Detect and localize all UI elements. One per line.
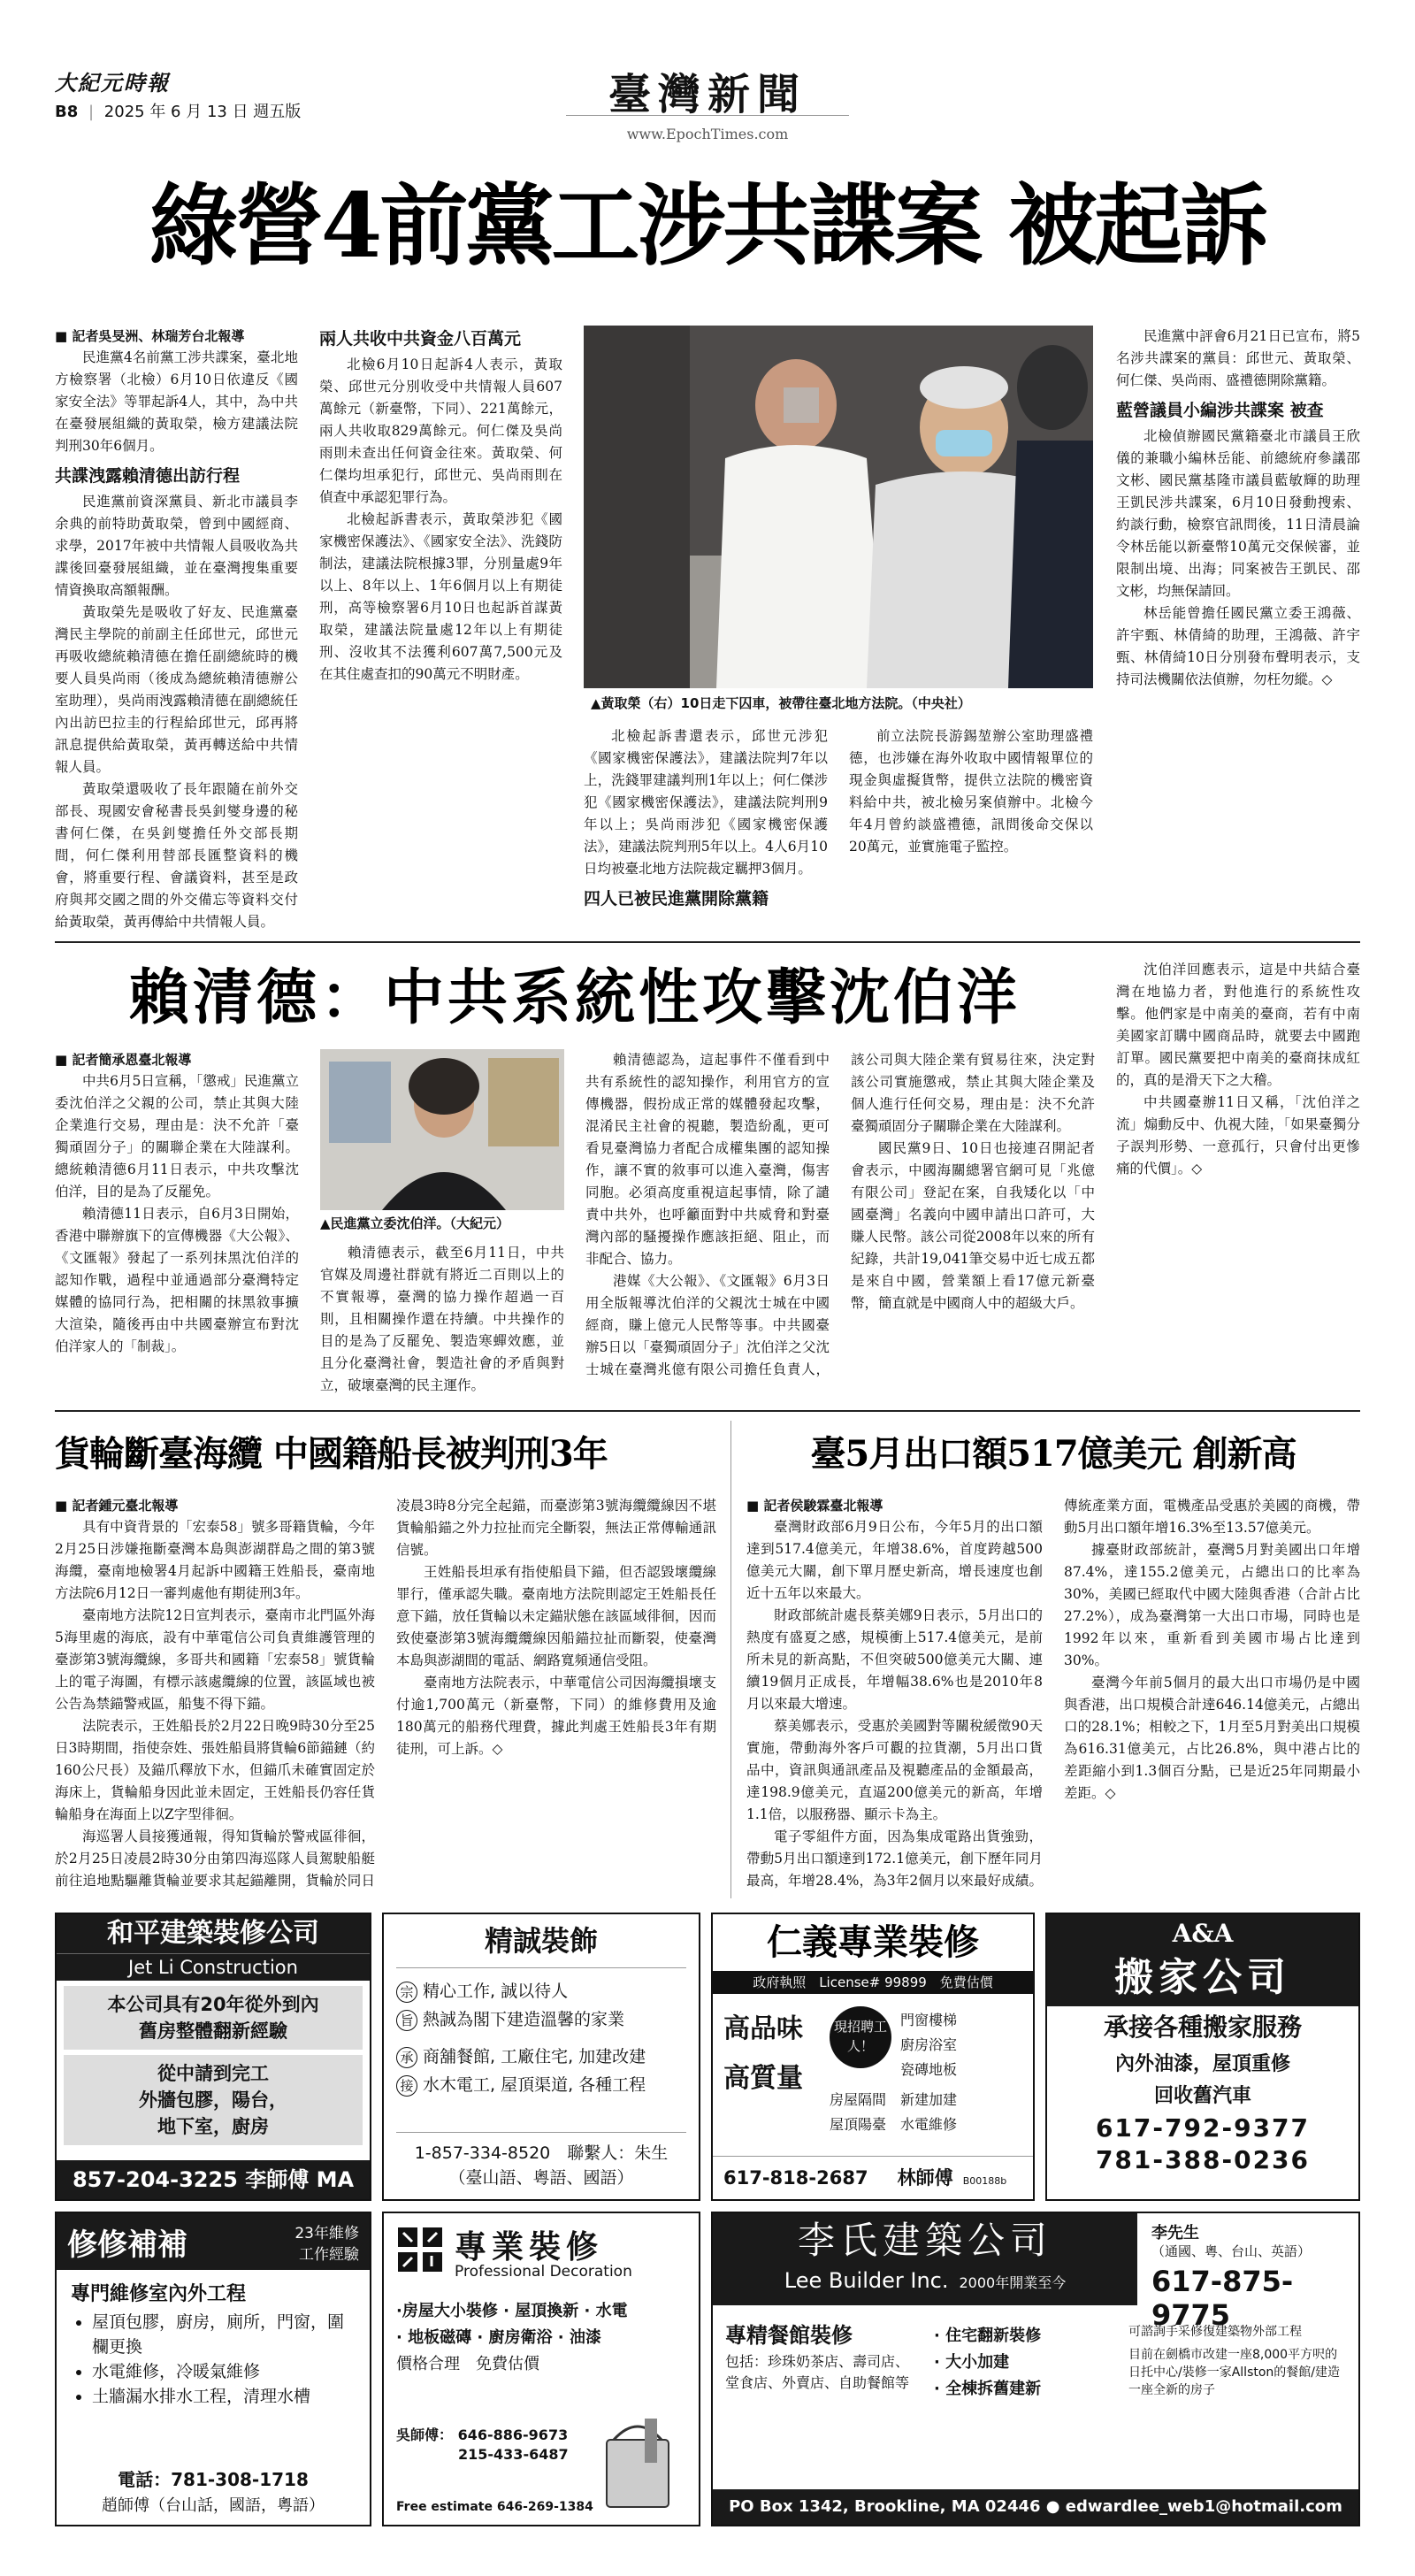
ad-english-name: Professional Decoration xyxy=(455,2263,632,2281)
ad-phone[interactable]: 電話：781-308-1718 xyxy=(118,2469,309,2490)
photo-illustration xyxy=(320,1049,564,1210)
ad-subtitle: 專門維修室內外工程 xyxy=(71,2283,247,2305)
ad-contact: 林師傅 xyxy=(897,2167,953,2189)
ad-subtitle: 專精餐館裝修 xyxy=(725,2323,853,2348)
article1-photo xyxy=(584,326,1093,688)
ad-service: 瓷磚地板 xyxy=(900,2061,958,2078)
ad-contact: 李先生 xyxy=(1151,2224,1199,2242)
ad-languages: （臺山語、粵語、國語） xyxy=(448,2168,634,2188)
ad-service: 門窗樓梯 xyxy=(900,2012,958,2028)
paragraph: 北檢起訴書還表示，邱世元涉犯《國家機密保護法》，建議法院判7年以上，洗錢罪建議判刑1年以上；何仁傑涉犯《國家機密保護法》，建議法院判刑9年以上；吳尚雨涉犯《國家機密保護法》，建議法院判刑5年以上。4人6月10日均被臺北地方法院裁定羈押3個月。 xyxy=(584,728,828,877)
paragraph: 臺南地方法院12日宣判表示，臺南市北門區外海5海里處的海底，設有中華電信公司負責維護管理的臺澎第3號海纜線，多哥共和國籍「宏泰58」號貨輪上的電子海圖，有標示該處纜線的位置，該區域也被公告為禁錨警戒區，船隻不得下錨。 xyxy=(55,1607,375,1712)
ad-line: 回收舊汽車 xyxy=(1153,2085,1251,2107)
divider xyxy=(55,1410,1360,1412)
article2-middle-text xyxy=(585,1049,1095,1399)
ad-phone[interactable]: 857-204-3225 李師傅 MA xyxy=(57,2160,370,2199)
issue-date: 2025 年 6 月 13 日 週五版 xyxy=(103,103,302,121)
ad-title: 修修補補 xyxy=(67,2227,187,2263)
photo-illustration xyxy=(584,326,1093,688)
ad-title: 專業裝修 xyxy=(455,2228,604,2266)
ad-brand: A&A xyxy=(1172,1919,1234,1948)
paragraph: 黃取榮先是吸收了好友、民進黨臺灣民主學院的前副主任邱世元，邱世元再吸收總統賴清德在擔任副總統時的機要人員吳尚雨（後成為總統賴清德辦公室助理），吳尚雨洩露賴清德在副總統任內出訪巴拉圭的行程給邱世元，邱再將訊息提供給黃取榮，黃再轉送給中共情報人員。 xyxy=(55,604,298,775)
section-title: 臺灣新聞 xyxy=(608,70,807,119)
paragraph: 海巡署人員接獲通報，得知貨輪於警戒區徘徊，於2月25日凌晨2時30分由第四海巡隊人員駕駛船艇前往追地點驅離貨輪並要求其起錨離開，貨輪於同日凌晨3時8分完全起錨，而臺澎第3號海纜纜線因不堪貨輪船錨之外力拉扯而完全斷裂，無法正常傳輸通訊信號。 xyxy=(55,1498,716,1889)
paragraph: 法院表示，王姓船長於2月22日晚9時30分至25日3時期間，指使奈姓、張姓船員將貨輪6節錨鏈（約160公尺長）及錨爪釋放下水，但錨爪未確實固定於海床上，貨輪船身因此並未固定，王姓船長仍容任貨輪船身在海面上以Z字型徘徊。 xyxy=(55,1718,375,1822)
ad-line: · 地板磁磚 · 廚房衛浴 · 油漆 xyxy=(396,2328,601,2347)
ad-renyi-renovation[interactable] xyxy=(711,1913,1035,2201)
ad-line: 商舖餐館, 工廠住宅, 加建改建 xyxy=(423,2047,646,2066)
ad-phone[interactable]: 646-886-9673 xyxy=(457,2426,569,2443)
paragraph: 北檢偵辦國民黨籍臺北市議員王欣儀的兼職小編林岳能、前總統府參議邵文彬、國民黨基隆市議員藍敏輝的助理王凱民涉共諜案，6月10日發動搜索、約談行動，檢察官訊問後，11日清晨論令林岳能以新臺幣10萬元交保候審，並限制出境、出海；同案被告王凱民、邵文彬，均無保請回。 xyxy=(1116,428,1360,599)
ad-license: 政府執照 License# 99899 免費估價 xyxy=(713,1971,1033,1994)
paragraph: 蔡美娜表示，受惠於美國對等關稅緩徵90天實施，帶動海外客戶可觀的拉貨潮，5月出口貨品中，資訊與通訊產品及視聽產品的金額最高，達198.9億美元，直逼200億美元的新高，年增1.1倍，以服務器、顯示卡為主。 xyxy=(746,1718,1043,1822)
article4-headline: 臺5月出口額517億美元 創新高 xyxy=(810,1433,1296,1475)
ad-service: • 土牆漏水排水工程，清理水槽 xyxy=(92,2384,356,2409)
ad-phone[interactable]: 215-433-6487 xyxy=(458,2446,569,2463)
byline: ■ 記者侯駿霖臺北報導 xyxy=(746,1498,883,1514)
paragraph: 財政部統計處長蔡美娜9日表示，5月出口的熱度有盛夏之感，規模衝上517.4億美元，是前所未見的新高點，不但突破500億美元大關、連續19個月正成長，年增幅38.6%也是2010年8月以來最大增速。 xyxy=(746,1607,1043,1712)
ad-badge: 接 xyxy=(396,2075,417,2097)
masthead xyxy=(55,58,1360,156)
ad-phone[interactable]: 617-875-9775 xyxy=(1151,2265,1294,2332)
subheading: 藍營議員小編涉共諜案 被查 xyxy=(1116,401,1324,420)
ad-service: · 全棟拆舊建新 xyxy=(934,2380,1042,2398)
page-label: B8 xyxy=(55,103,79,121)
column-divider xyxy=(730,1421,731,1898)
paragraph: 據臺財政部統計，臺灣5月對美國出口年增87.4%，達155.2億美元，占總出口的比率為30%，美國已經取代中國大陸與香港（合計占比27.2%），成為臺灣第一大出口市場，同時也是1992年以來，重新看到美國市場占比達到30%。 xyxy=(1064,1542,1360,1668)
ad-line: 舊房整體翻新經驗 xyxy=(139,2020,287,2042)
ad-professional-decoration[interactable] xyxy=(382,2212,700,2526)
byline: ■ 記者鍾元臺北報導 xyxy=(55,1498,179,1514)
ad-service: • 水電維修，冷暖氣維修 xyxy=(92,2359,356,2384)
hiring-badge: 現招聘工人！ xyxy=(830,2006,891,2068)
paragraph: 具有中資背景的「宏泰58」號多哥籍貨輪，今年2月25日涉嫌拖斷臺灣本島與澎湖群島之間的第3號海纜，臺南地檢署4月起訴中國籍王姓船長，臺南地方法院6月12日一審判處他有期徒刑3年。 xyxy=(55,1519,375,1601)
article2-photo xyxy=(320,1049,564,1210)
ad-line: 熱誠為閣下建造溫馨的家業 xyxy=(423,2010,625,2029)
divider xyxy=(55,941,1360,943)
ad-since: 2000年開業至今 xyxy=(959,2274,1067,2291)
paragraph: 黃取榮還吸收了長年跟隨在前外交部長、現國安會秘書長吳釗燮身邊的秘書何仁傑，在吳釗燮擔任外交部長期間，何仁傑利用替部長匯整資料的機會，將重要行程、會議資料，甚至是政府與邦交國之間的外交備忘等資料交付給黃取榮，黃再傳給中共情報人員。 xyxy=(55,781,298,930)
article3-headline: 貨輪斷臺海纜 中國籍船長被判刑3年 xyxy=(55,1433,608,1475)
ad-service: 屋頂陽臺 水電維修 xyxy=(830,2116,958,2133)
paragraph: 北檢起訴書表示，黃取榮涉犯《國家機密保護法》、《國家安全法》、洗錢防制法，建議法院根據3罪，分別量處9年以上、8年以上、1年6個月以上有期徒刑，高等檢察署6月10日也起訴首謀黃取榮，建議法院量處12年以上有期徒刑、沒收其不法獲利607萬7,500元及在其住處查扣的90萬元不明財產。 xyxy=(319,511,562,682)
ad-note: 可諮詢手采修復建築物外部工程 xyxy=(1128,2325,1302,2339)
ad-line: 承接各種搬家服務 xyxy=(1103,2012,1302,2042)
ad-tag: 工作經驗 xyxy=(299,2246,359,2264)
paragraph: 電子零組件方面，因為集成電路出貨強勁，帶動5月出口額達到172.1億美元，創下歷年同月最高，年增28.4%，為3年2個月以來最好成績。傳統產業方面，電機產品受惠於美國的商機，帶動5月出口額年增16.3%至13.57億美元。 xyxy=(746,1498,1360,1889)
ad-title: 精誠裝飾 xyxy=(396,1914,686,1968)
paragraph: 民進黨前資深黨員、新北市議員李余典的前特助黃取榮，曾到中國經商、求學，2017年被中共情報人員吸收為共諜後回臺發展組織，並在臺灣搜集重要情資換取高額報酬。 xyxy=(55,494,298,598)
article1-photo-caption: ▲黃取榮（右）10日走下囚車，被帶往臺北地方法院。（中央社） xyxy=(591,695,971,711)
ad-jet-li-construction[interactable] xyxy=(55,1913,371,2201)
logo: 大紀元時報 xyxy=(55,70,170,96)
ad-line: 精心工作, 誠以待人 xyxy=(423,1982,569,2001)
article2-headline: 賴清德：中共系統性攻擊沈伯洋 xyxy=(128,962,1021,1033)
ad-english-name: Jet Li Construction xyxy=(57,1953,370,1981)
paragraph: 賴清德認為，這起事件不僅看到中共有系統性的認知操作，利用官方的宣傳機器，假扮成正常的媒體發起攻擊，混淆民主社會的視聽，製造紛亂，更可看見臺灣協力者配合成權集團的認知操作，讓不實的敘事可以進入臺灣，傷害同胞。必須高度重視這起事情，除了譴責中共外，也呼籲面對中共威脅和對臺灣內部的騷擾操作應該拒絕、阻止，而非配合、協力。 xyxy=(585,1052,830,1267)
ad-english-name: Lee Builder Inc. xyxy=(784,2268,949,2293)
paragraph: 民進黨4名前黨工涉共諜案，臺北地方檢察署（北檢）6月10日依違反《國家安全法》等罪起訴4人，其中，為中共在臺發展組織的黃取榮，檢方建議法院判刑30年6個月。 xyxy=(55,349,298,454)
ad-title: 仁義專業裝修 xyxy=(767,1921,979,1963)
ad-line: 水木電工, 屋頂渠道, 各種工程 xyxy=(423,2075,646,2095)
ad-line: 地下室，廚房 xyxy=(157,2116,269,2137)
ad-line: 外牆包膠，陽台， xyxy=(139,2089,287,2111)
paragraph: 北檢6月10日起訴4人表示，黃取榮、邱世元分別收受中共情報人員607萬餘元（新臺幣，下同）、221萬餘元，兩人共收取829萬餘元。何仁傑及吳尚雨則未查出任何資金往來。黃取榮、何仁傑均坦承犯行，邱世元、吳尚雨則在偵查中承認犯罪行為。 xyxy=(319,356,562,505)
ad-repair-services[interactable] xyxy=(55,2212,371,2526)
ad-line: ·房屋大小裝修 · 屋頂換新 · 水電 xyxy=(396,2302,628,2320)
ad-service: 房屋隔間 新建加建 xyxy=(830,2091,958,2108)
ad-quality: 高質量 xyxy=(723,2063,803,2094)
ad-note: 目前在劍橋市改建一座8,000平方呎的日托中心/裝修一家Allston的餐館/建造一座全新的房子 xyxy=(1128,2348,1341,2397)
paragraph: 賴清德11日表示，自6月3日開始，香港中聯辦旗下的宣傳機器《大公報》、《文匯報》發起了一系列抹黑沈伯洋的認知作戰，過程中並通過部分臺灣特定媒體的協同行為，把相關的抹黑敘事擴大渲染，隨後再由中共國臺辦宣布對沈伯洋家人的「制裁」。 xyxy=(55,1206,299,1354)
article1-right-text xyxy=(1116,326,1360,936)
paragraph: 國民黨9日、10日也接連召開記者會表示，中國海關總署官網可見「兆億有限公司」登記在案，自我矮化以「中國臺灣」名義向中國申請出口許可，大賺人民幣。該公司從2008年以來的所有紀錄，共計19,041筆交易中近七成五都是來自中國，營業額上看17億元新臺幣，簡直就是中國商人中的超級大戶。 xyxy=(851,1140,1095,1311)
ad-title: 李氏建築公司 xyxy=(797,2219,1052,2262)
tools-icon xyxy=(396,2226,444,2273)
article1-middle-text xyxy=(584,725,1093,936)
masthead-rule xyxy=(566,115,849,116)
article2-left-text xyxy=(55,1049,299,1399)
ad-free-estimate[interactable]: Free estimate 646-269-1384 xyxy=(396,2500,593,2514)
paragraph: 王姓船長坦承有指使船員下錨，但否認毀壞纜線罪行，僅承認失職。臺南地方法院則認定王姓船長任意下錨，放任貨輪以未定錨狀態在該區域徘徊，因而致使臺澎第3號海纜纜線因船錨拉扯而斷裂，使臺灣本島與澎湖間的電話、網路寬頻通信受阻。 xyxy=(396,1564,716,1668)
article2-photo-caption: ▲民進黨立委沈伯洋。（大紀元） xyxy=(320,1215,510,1231)
ad-lee-builder[interactable] xyxy=(711,2212,1360,2526)
ad-service: • 屋頂包膠，廚房，廁所，門窗，圍欄更換 xyxy=(92,2310,356,2359)
paragraph: 林岳能曾擔任國民黨立委王鴻薇、許宇甄、林倩綺的助理，王鴻薇、許宇甄、林倩綺10日分別發布聲明表示，支持司法機關依法偵辦，勿枉勿縱。◇ xyxy=(1116,605,1360,687)
ad-tag: 23年維修 xyxy=(294,2225,359,2242)
article2-text-b xyxy=(320,1242,564,1399)
ad-footer[interactable]: PO Box 1342, Brookline, MA 02446 ● edwardlee_web1@hotmail.com xyxy=(713,2489,1358,2525)
ad-line: 本公司具有20年從外到內 xyxy=(107,1994,319,2015)
ad-title: 和平建築裝修公司 xyxy=(57,1914,370,1953)
article3-text xyxy=(55,1495,716,1898)
page-number: B8 | 2025 年 6 月 13 日 週五版 xyxy=(55,103,302,121)
ad-badge: 旨 xyxy=(396,2010,417,2031)
article1-headline: 綠營4前黨工涉共諜案 被起訴 xyxy=(149,173,1266,278)
article2-right-text xyxy=(1116,959,1360,1399)
ad-contact: 吳師傅： xyxy=(396,2426,454,2443)
paragraph: 沈伯洋回應表示，這是中共結合臺灣在地協力者，對他進行的系統性攻擊。他們家是中南美的臺商，若有中南美國家訂購中國商品時，就要去中國跑訂單。國民黨要把中南美的臺商抹成紅的，真的是滑天下之大稽。 xyxy=(1116,962,1360,1088)
ad-service: 廚房浴室 xyxy=(900,2036,958,2053)
subheading: 兩人共收中共資金八百萬元 xyxy=(319,329,522,349)
paragraph: 臺南地方法院表示，中華電信公司因海纜損壞支付逾1,700萬元（新臺幣，下同）的維修費用及逾180萬元的船務代理費，據此判處王姓船長3年有期徒刑，可上訴。◇ xyxy=(396,1675,716,1757)
article1-left-text xyxy=(55,326,562,936)
byline: ■ 記者簡承恩臺北報導 xyxy=(55,1052,192,1068)
paragraph: 港媒《大公報》、《文匯報》6月3日用全版報導沈伯洋的父親沈士城在中國經商，賺上億元人民幣等事。中共國臺辦5日以「臺獨頑固分子」沈伯洋之父沈士城在臺灣兆億有限公司擔任負責人，該公司與大陸企業有貿易往來，決定對該公司實施懲戒，禁止其與大陸企業及個人進行任何交易，理由是：決不允許臺獨頑固分子關聯企業在大陸謀利。 xyxy=(585,1052,1095,1377)
ad-line: 內外油漆，屋頂重修 xyxy=(1114,2053,1290,2075)
paragraph: 中共國臺辦11日又稱，「沈伯洋之流」煽動反中、仇視大陸，「如果臺獨分子誤判形勢、一意孤行，只會付出更慘痛的代價」。◇ xyxy=(1116,1094,1360,1177)
ad-title: 搬家公司 xyxy=(1114,1955,1291,2000)
ad-languages: （通國、粵、台山、英語） xyxy=(1151,2243,1312,2259)
ad-badge: 承 xyxy=(396,2047,417,2068)
site-url[interactable]: www.EpochTimes.com xyxy=(626,126,789,142)
ad-badge: 宗 xyxy=(396,1982,417,2003)
ad-phone[interactable]: 781-388-0236 xyxy=(1095,2145,1311,2174)
paragraph: 臺灣今年前5個月的最大出口市場仍是中國與香港，出口規模合計達646.14億美元，占總出口的28.1%；相較之下，1月至5月對美出口規模為616.31億美元，占比26.8%，與中港占比的差距縮小到1.3個百分點，已是近25年同期最小差距。◇ xyxy=(1064,1675,1360,1801)
paragraph: 臺灣財政部6月9日公布，今年5月的出口額達到517.4億美元，年增38.6%，首度跨越500億美元大關，創下單月歷史新高，增長速度也創近十五年以來最大。 xyxy=(746,1519,1043,1601)
paint-bucket-icon xyxy=(596,2413,685,2511)
ad-phone[interactable]: 1-857-334-8520 聯繫人：朱生 xyxy=(396,2132,686,2164)
paragraph: 前立法院長游錫堃辦公室助理盛禮德，也涉嫌在海外收取中國情報單位的現金與虛擬貨幣，提供立法院的機密資料給中共，被北檢另案偵辦中。北檢今年4月曾約談盛禮德，訊問後命交保以20萬元，並實施電子監控。 xyxy=(849,728,1093,855)
paragraph: 中共6月5日宣稱，「懲戒」民進黨立委沈伯洋之父親的公司，禁止其與大陸企業進行交易，理由是：決不允許「臺獨頑固分子」的關聯企業在大陸謀利。總統賴清德6月11日表示，中共攻擊沈伯洋，目的是為了反罷免。 xyxy=(55,1073,299,1200)
subheading: 四人已被民進黨開除黨籍 xyxy=(584,889,769,908)
ad-contact: 趙師傅（台山話，國語，粵語） xyxy=(102,2496,325,2515)
ad-phone[interactable]: 617-818-2687 xyxy=(723,2167,868,2189)
ad-line: 從中請到完工 xyxy=(157,2063,269,2084)
ad-code: B00188b xyxy=(962,2175,1007,2187)
ad-service: · 住宅翻新裝修 xyxy=(934,2327,1042,2345)
subheading: 共諜洩露賴清德出訪行程 xyxy=(55,466,241,486)
paragraph: 民進黨中評會6月21日已宣布，將5名涉共諜案的黨員：邱世元、黃取榮、何仁傑、吳尚雨、盛禮德開除黨籍。 xyxy=(1116,328,1360,388)
byline: ■ 記者吳旻洲、林瑞芳台北報導 xyxy=(55,328,245,344)
ad-phone[interactable]: 617-792-9377 xyxy=(1095,2113,1311,2143)
paragraph: 賴清德表示，截至6月11日，中共官媒及周邊社群就有將近二百則以上的不實報導，臺灣的協力操作超過一百則，且相關操作還在持續。中共操作的目的是為了反罷免、製造寒蟬效應，並且分化臺灣社會，製造社會的矛盾與對立，破壞臺灣的民主運作。 xyxy=(320,1245,564,1393)
ad-jingcheng-decoration[interactable] xyxy=(382,1913,700,2201)
ad-includes: 包括：珍珠奶茶店、壽司店、堂食店、外賣店、自助餐館等 xyxy=(725,2353,910,2391)
ad-service: · 大小加建 xyxy=(934,2353,1010,2372)
ad-quality: 高品味 xyxy=(723,2013,803,2044)
ad-aa-moving[interactable] xyxy=(1045,1913,1360,2201)
article4-text xyxy=(746,1495,1360,1898)
ad-line: 價格合理 免費估價 xyxy=(396,2355,539,2373)
